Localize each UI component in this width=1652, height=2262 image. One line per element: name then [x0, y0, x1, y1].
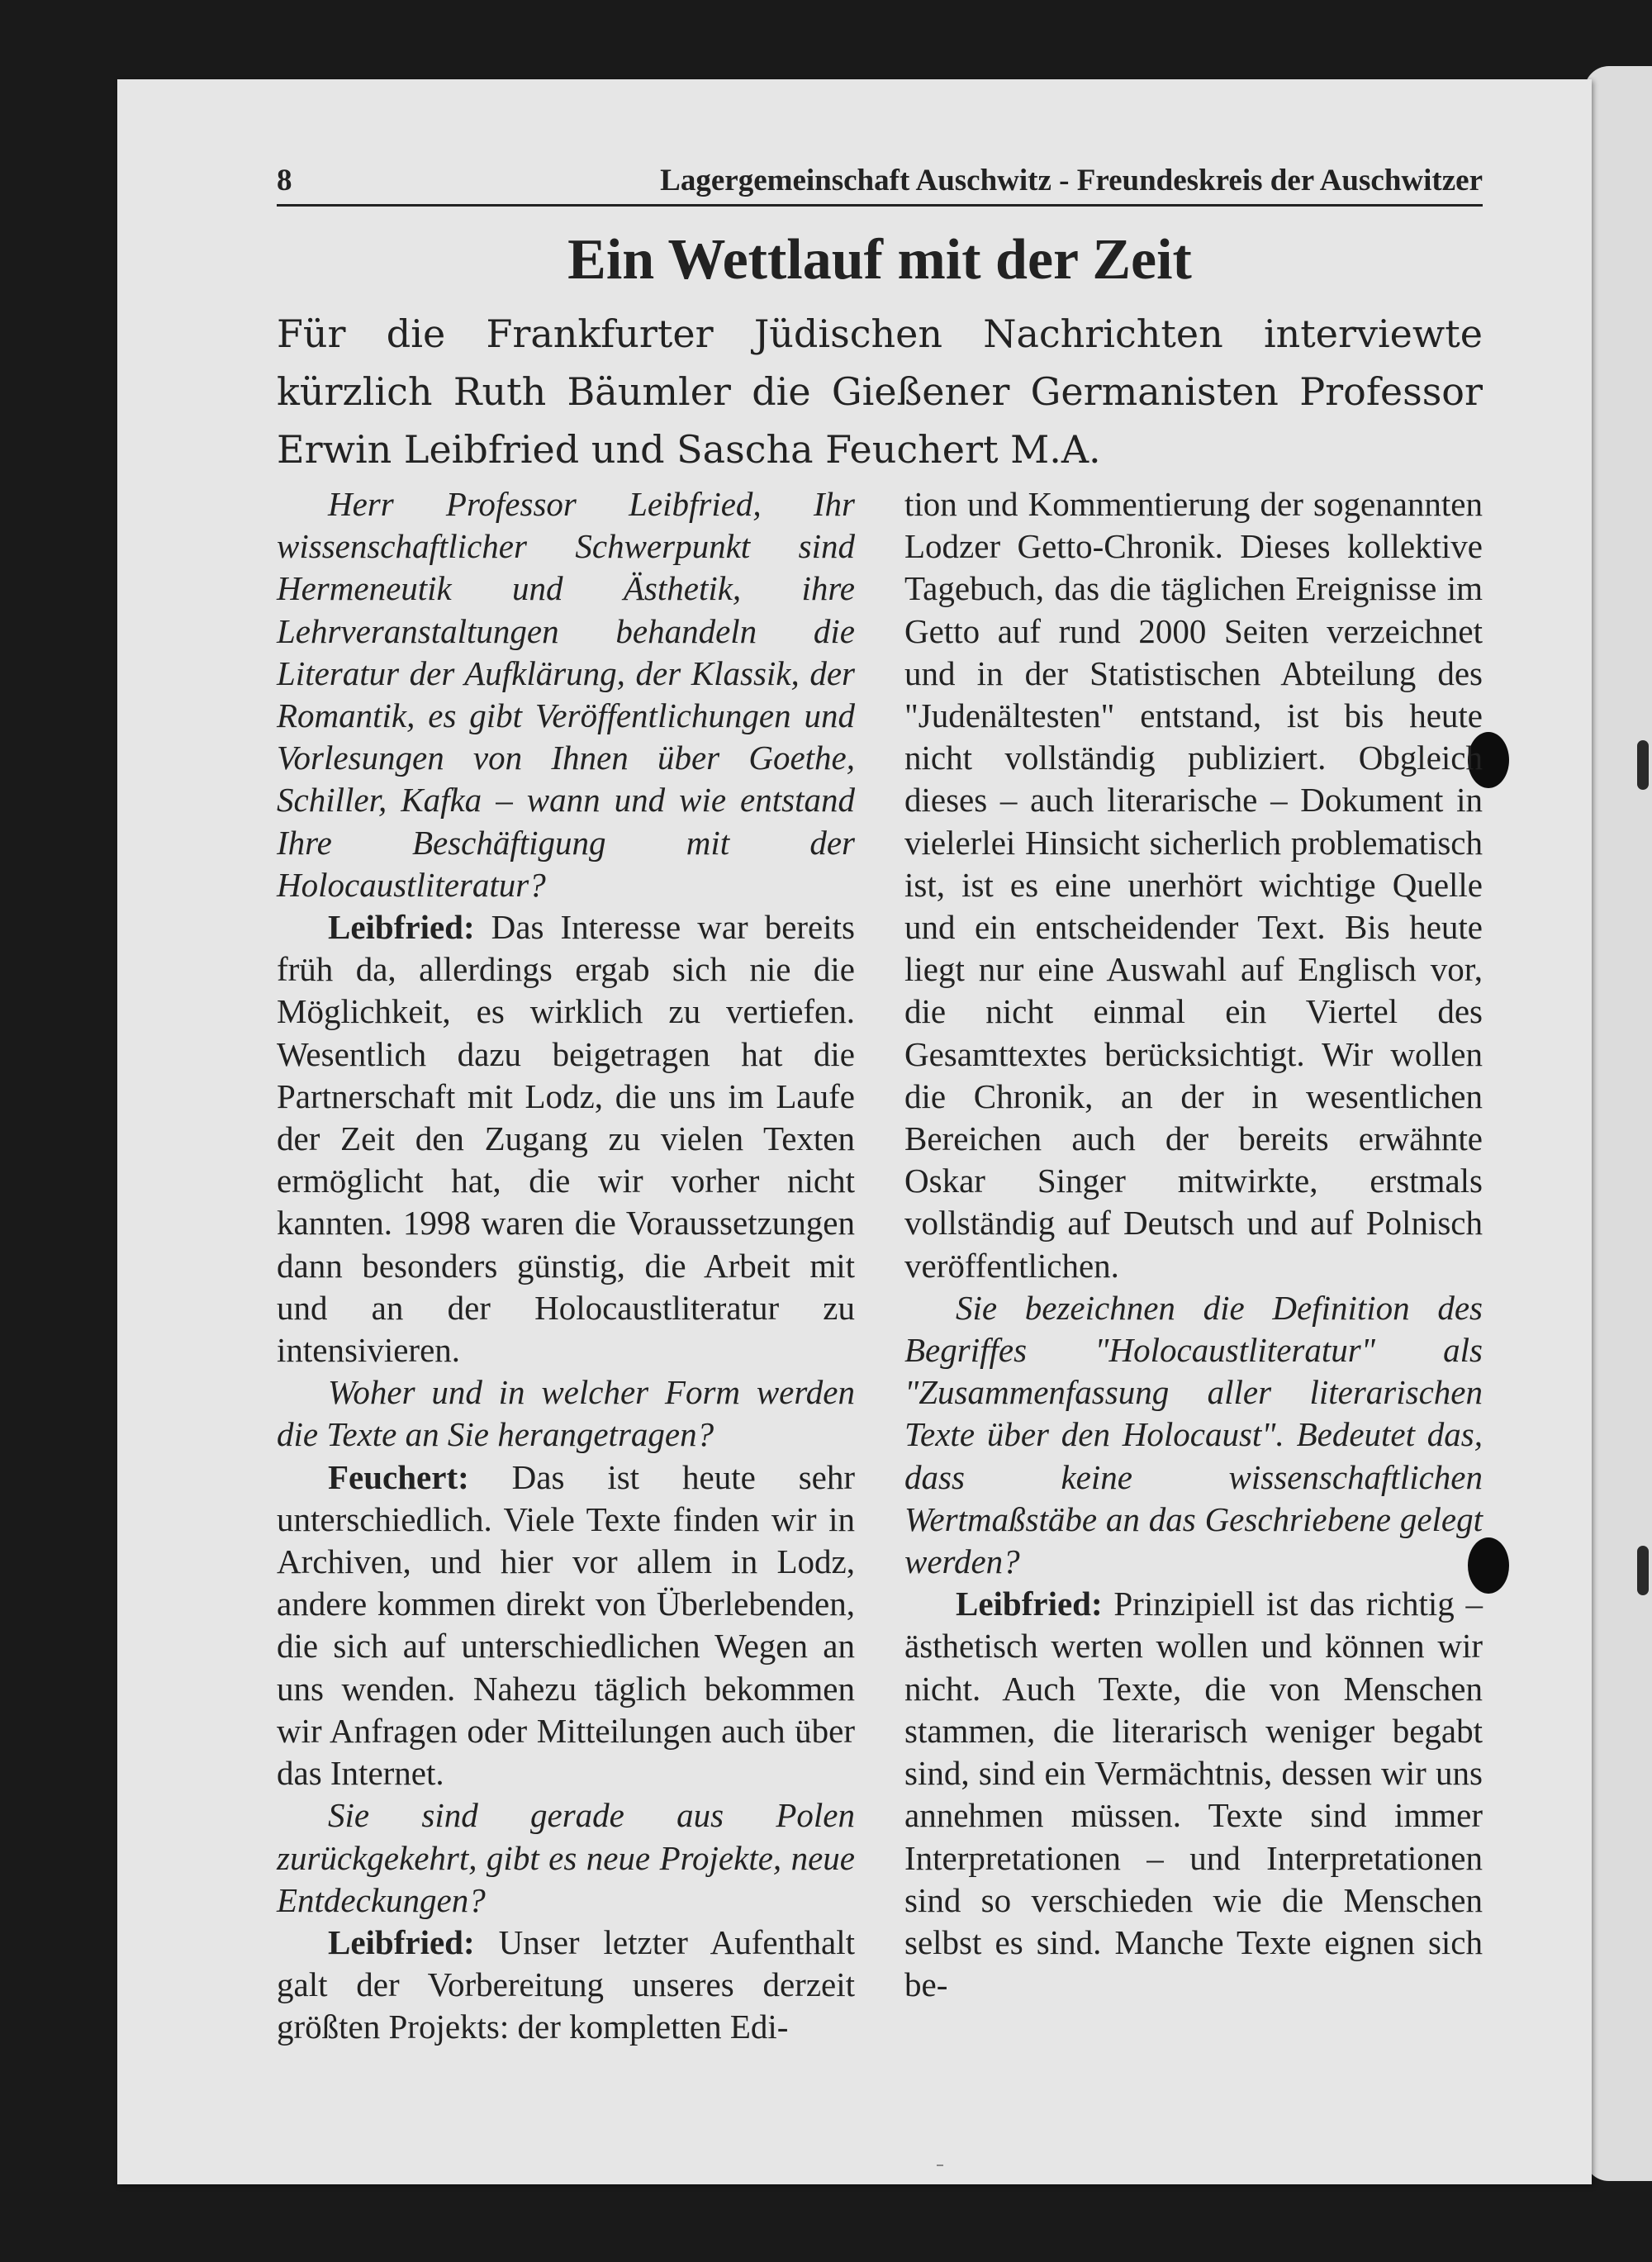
punch-hole-edge-bottom [1637, 1546, 1649, 1595]
speaker-label: Feuchert: [328, 1457, 469, 1496]
page-number: 8 [277, 164, 292, 197]
answer-text: Das Interesse war bereits früh da, allerdings ergab sich nie die Möglichkeit, es wirklich zu vertiefen. Wesentlich dazu beigetragen hat die Partnerschaft mit Lodz, die uns im Laufe der Zeit den Zugang zu vielen Texten ermöglicht hat, die wir vorher nicht kannten. 1998 waren die Voraussetzungen dann besonders günstig, die Arbeit mit und an der Holocaustliteratur zu intensivieren. [277, 908, 855, 1370]
left-column [277, 483, 855, 2049]
answer-2 [277, 1457, 855, 1795]
answer-3-continued: tion und Kommentierung der sogenannten Lodzer Getto-Chronik. Dieses kollektive Tagebuch, das die täglichen Ereignisse im Getto auf rund 2000 Seiten verzeichnet und in der Statistischen Abteilung des "Judenältesten" entstand, ist bis heute nicht vollständig publiziert. Obgleich dieses – auch literarische – Dokument in vielerlei Hinsicht sicherlich problematisch ist, ist es eine unerhört wichtige Quelle und ein entscheidender Text. Bis heute liegt nur eine Auswahl auf Englisch vor, die nicht einmal ein Viertel des Gesamttextes berücksichtigt. Wir wollen die Chronik, an der in wesentlichen Bereichen auch der bereits erwähnte Oskar Singer mitwirkte, erstmals vollständig auf Deutsch und auf Polnisch veröffentlichen. [904, 485, 1483, 1285]
adjacent-page-edge [1584, 66, 1652, 2181]
answer-1 [277, 906, 855, 1371]
question-3: Sie sind gerade aus Polen zurückgekehrt, gibt es neue Projekte, neue Entdeckungen? [277, 1796, 855, 1919]
question-1: Herr Professor Leibfried, Ihr wissenschaftlicher Schwerpunkt sind Hermeneutik und Ästhetik, ihre Lehrveranstaltungen behandeln die Literatur der Aufklärung, der Klassik, der Romantik, es gibt Veröffentlichungen und Vorlesungen von Ihnen über Goethe, Schiller, Kafka – wann und wie entstand Ihre Beschäftigung mit der Holocaustliteratur? [277, 485, 855, 904]
speaker-label: Leibfried: [956, 1585, 1103, 1623]
article-columns [277, 483, 1483, 2049]
answer-text: Unser letzter Aufenthalt galt der Vorbereitung unseres derzeit größten Projekts: der kompletten Edi- [277, 1922, 855, 2046]
question-4: Sie bezeichnen die Definition des Begriffes "Holocaustliteratur" als "Zusammenfassung aller literarischen Texte über den Holocaust". Bedeutet das, dass keine wissenschaftlichen Wertmaßstäbe an das Geschriebene gelegt werden? [904, 1288, 1483, 1581]
page-content [277, 165, 1483, 2049]
right-column [904, 483, 1483, 2049]
speaker-label: Leibfried: [328, 908, 475, 947]
answer-text: Das ist heute sehr unterschiedlich. Viele Texte finden wir in Archiven, und hier vor allem in Lodz, andere kommen direkt von Überlebenden, die sich auf unterschiedlichen Wegen an uns wenden. Nahezu täglich bekommen wir Anfragen oder Mitteilungen auch über das Internet. [277, 1457, 855, 1793]
answer-text: Prinzipiell ist das richtig – ästhetisch werten wollen und können wir nicht. Auch Texte, die von Menschen stammen, die literarisch weniger begabt sind, sind ein Vermächtnis, dessen wir uns annehmen müssen. Texte sind immer Interpretationen – und Interpretationen sind so verschieden wie die Menschen selbst es sind. Manche Texte eignen sich be- [904, 1585, 1483, 2004]
answer-4 [904, 1583, 1483, 2006]
publication-name: Lagergemeinschaft Auschwitz - Freundeskreis der Auschwitzer [660, 164, 1483, 197]
article-intro: Für die Frankfurter Jüdischen Nachrichten interviewte kürzlich Ruth Bäumler die Gießener Germanisten Professor Erwin Leibfried und Sascha Feuchert M.A. [277, 311, 1483, 472]
page-footer-mark [937, 2165, 943, 2166]
article-title: Ein Wettlauf mit der Zeit [567, 228, 1192, 292]
running-header [277, 165, 1483, 207]
punch-hole-edge-top [1637, 740, 1649, 790]
answer-3 [277, 1922, 855, 2049]
speaker-label: Leibfried: [328, 1922, 475, 1961]
question-2: Woher und in welcher Form werden die Texte an Sie herangetragen? [277, 1373, 855, 1454]
